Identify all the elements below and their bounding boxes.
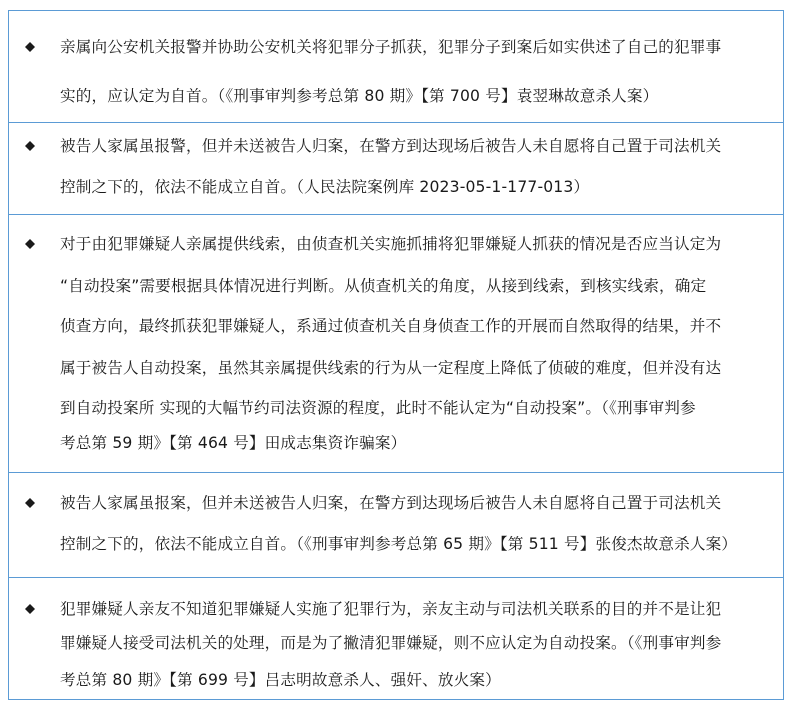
- item-text-line: 亲属向公安机关报警并协助公安机关将犯罪分子抓获，犯罪分子到案后如实供述了自己的犯罪事: [60, 38, 722, 56]
- diamond-bullet-icon: [25, 42, 35, 52]
- item-text-line: 控制之下的，依法不能成立自首。（人民法院案例库 2023-05-1-177-013）: [60, 178, 590, 196]
- item-text-line: 被告人家属虽报案，但并未送被告人归案，在警方到达现场后被告人未自愿将自己置于司法机关: [60, 494, 722, 512]
- item-text-line: 属于被告人自动投案，虽然其亲属提供线索的行为从一定程度上降低了侦破的难度，但并没有达: [60, 359, 722, 377]
- diamond-bullet-icon: [25, 498, 35, 508]
- item-text-line: 犯罪嫌疑人亲友不知道犯罪嫌疑人实施了犯罪行为，亲友主动与司法机关联系的目的并不是让犯: [60, 600, 722, 618]
- item-text-line: 侦查方向，最终抓获犯罪嫌疑人，系通过侦查机关自身侦查工作的开展而自然取得的结果，并不: [60, 317, 722, 335]
- item-text-line: 对于由犯罪嫌疑人亲属提供线索，由侦查机关实施抓捕将犯罪嫌疑人抓获的情况是否应当认定为: [60, 235, 722, 253]
- item-divider: [8, 214, 784, 215]
- item-text-line: “自动投案”需要根据具体情况进行判断。从侦查机关的角度，从接到线索，到核实线索，确定: [60, 277, 707, 295]
- content-frame: [8, 10, 784, 700]
- item-text-line: 罪嫌疑人接受司法机关的处理，而是为了撇清犯罪嫌疑，则不应认定为自动投案。（《刑事审判参: [60, 634, 722, 652]
- item-divider: [8, 472, 784, 473]
- item-text-line: 被告人家属虽报警，但并未送被告人归案，在警方到达现场后被告人未自愿将自己置于司法机关: [60, 137, 722, 155]
- diamond-bullet-icon: [25, 604, 35, 614]
- item-text-line: 考总第 80 期》【第 699 号】吕志明故意杀人、强奸、放火案）: [60, 671, 501, 689]
- item-divider: [8, 122, 784, 123]
- item-text-line: 到自动投案所 实现的大幅节约司法资源的程度，此时不能认定为“自动投案”。（《刑事审判参: [60, 399, 696, 417]
- item-divider: [8, 577, 784, 578]
- item-text-line: 控制之下的，依法不能成立自首。（《刑事审判参考总第 65 期》【第 511 号】张俊杰故意杀人案）: [60, 535, 738, 553]
- diamond-bullet-icon: [25, 239, 35, 249]
- item-text-line: 考总第 59 期》【第 464 号】田成志集资诈骗案）: [60, 434, 407, 452]
- item-text-line: 实的，应认定为自首。（《刑事审判参考总第 80 期》【第 700 号】袁翌琳故意杀人案）: [60, 87, 659, 105]
- diamond-bullet-icon: [25, 141, 35, 151]
